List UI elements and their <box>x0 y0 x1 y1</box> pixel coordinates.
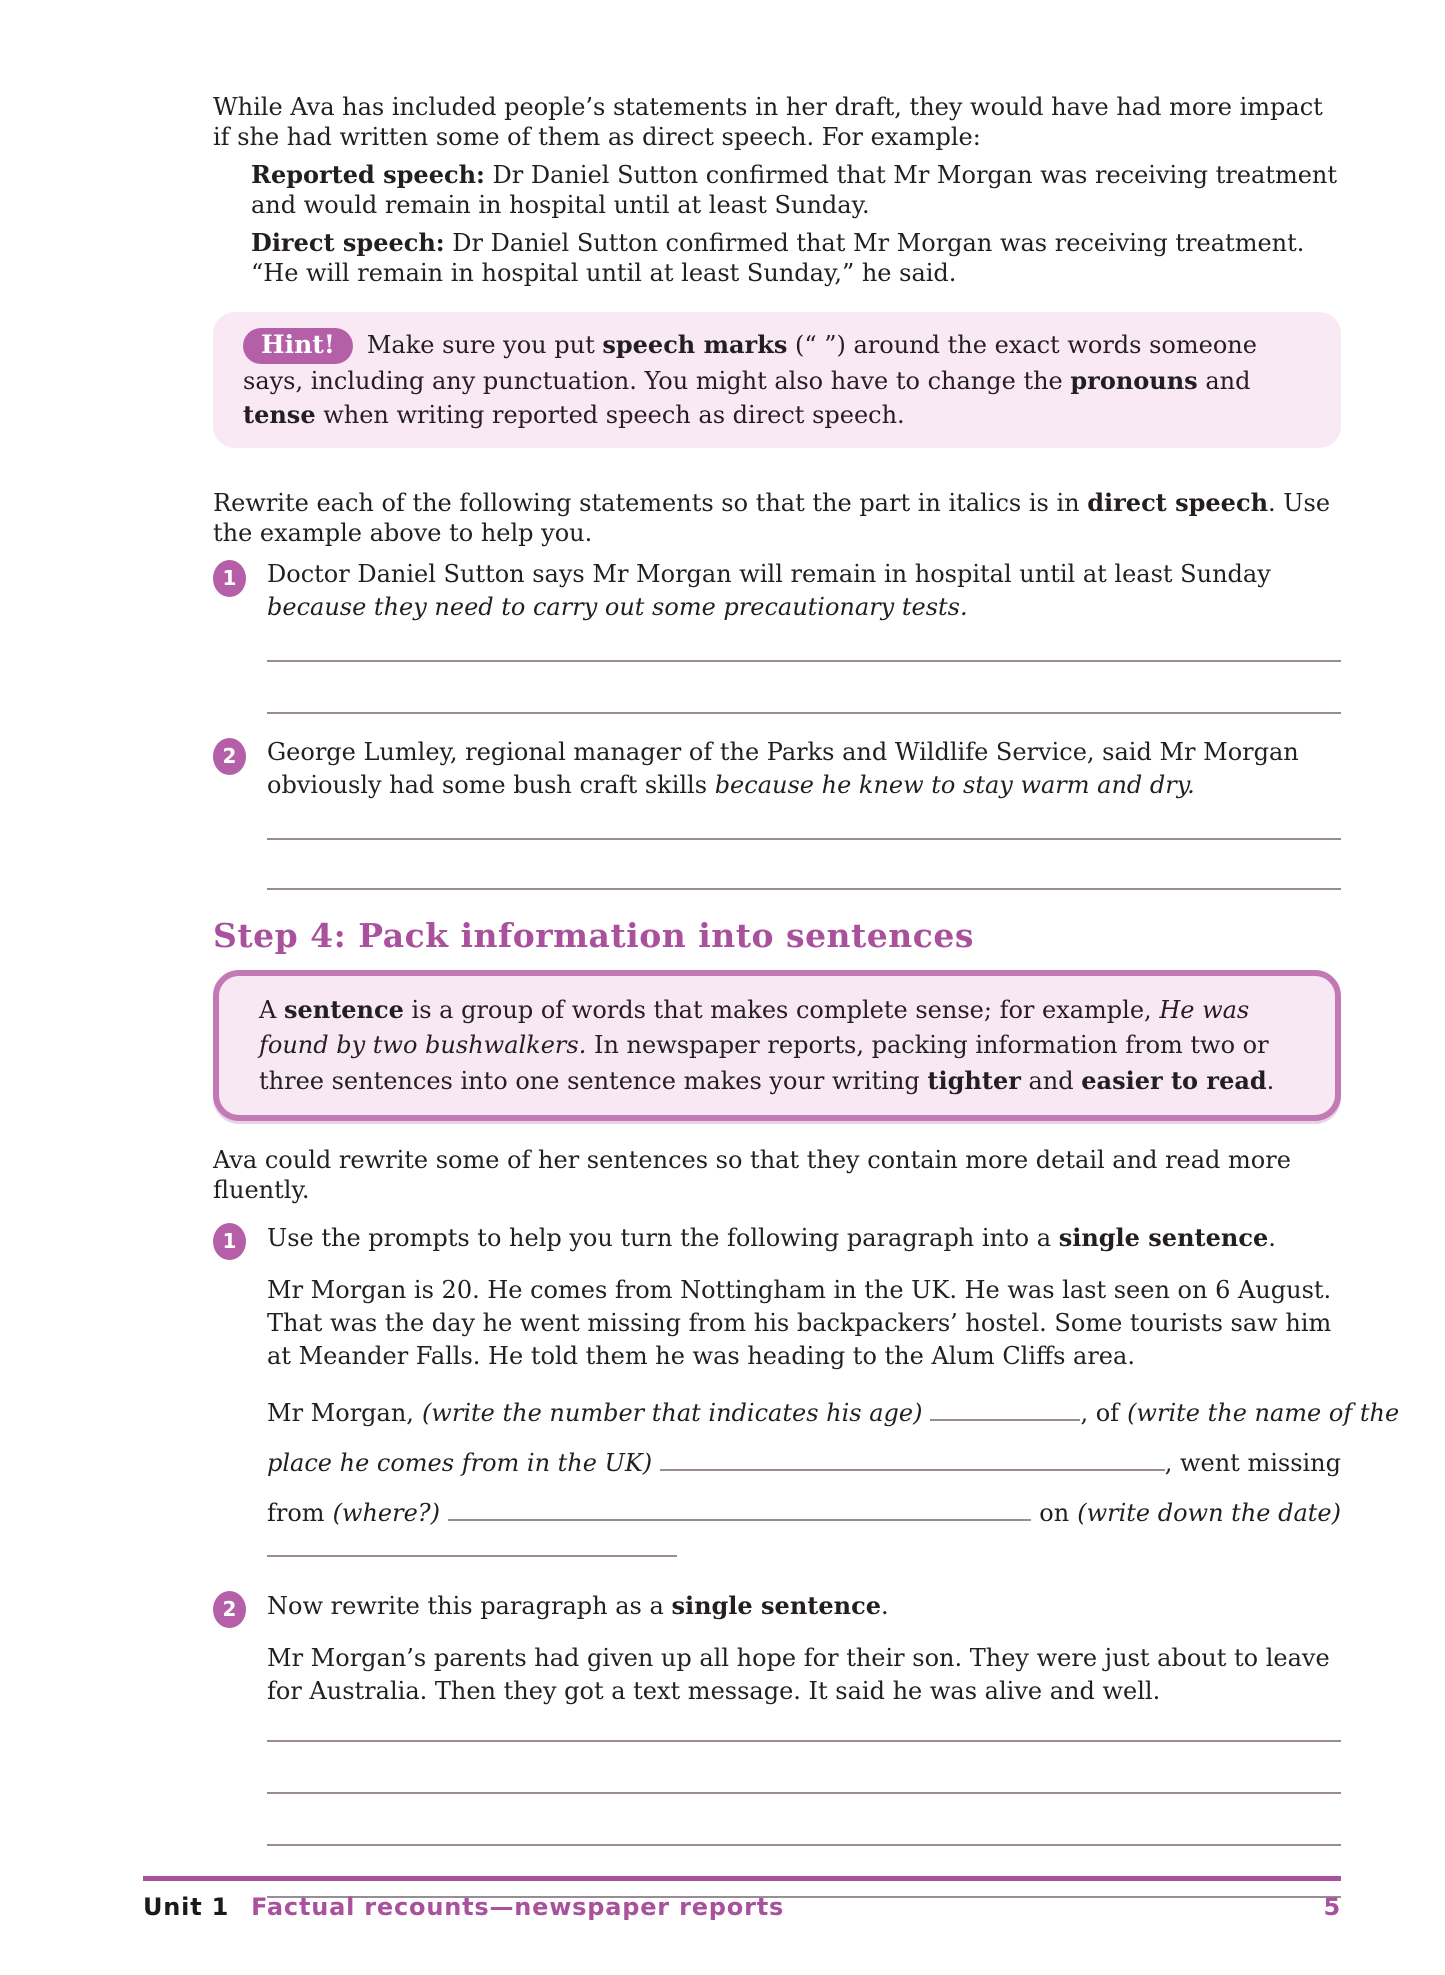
box-text-4: and <box>1020 1067 1082 1095</box>
prompt-blank <box>448 1495 1031 1521</box>
rewrite-text-2: . Use the example above to help you. <box>213 489 1331 547</box>
step4-heading: Step 4: Pack information into sentences <box>213 916 974 955</box>
intro-paragraph <box>213 92 1341 152</box>
exercise2-item-2 <box>213 1589 1341 1628</box>
box-italic-example: He was found by two bushwalkers. <box>259 996 1250 1059</box>
prompt-row-2 <box>267 1445 1341 1495</box>
prompt-row-3 <box>267 1495 1341 1545</box>
item-text <box>267 1221 1341 1260</box>
speech-examples-block <box>251 160 1341 288</box>
box-bold-tighter: tighter <box>927 1066 1021 1095</box>
content-column <box>213 92 1400 1898</box>
item1-statement: Doctor Daniel Sutton says Mr Morgan will remain in hospital until at least Sunday <box>267 560 1271 588</box>
footer-unit-label: Unit 1 <box>143 1893 230 1921</box>
hint-bold-tense: tense <box>243 400 316 429</box>
answer-line <box>267 1740 1341 1742</box>
hint-box <box>213 312 1341 448</box>
item-number-badge: 2 <box>213 738 246 775</box>
prompt-row-1 <box>267 1395 1400 1445</box>
exercise2-item-1 <box>213 1221 1341 1260</box>
prompt3-italic-1: (where?) <box>332 1499 441 1527</box>
ex2-item2-text-1: Now rewrite this paragraph as a <box>267 1592 672 1620</box>
answer-line <box>267 1792 1341 1794</box>
footer-text-row <box>143 1893 1341 1921</box>
reported-speech-example <box>251 160 1341 220</box>
footer-rule <box>143 1876 1341 1881</box>
box-bold-sentence: sentence <box>283 995 404 1024</box>
box-text-1: A <box>259 996 284 1024</box>
answer-line <box>267 838 1341 840</box>
prompt2-text-1: , went missing <box>1164 1449 1341 1477</box>
prompted-sentence-frame <box>267 1395 1400 1545</box>
answer-line <box>267 888 1341 890</box>
direct-speech-text: Dr Daniel Sutton confirmed that Mr Morgan was receiving treatment. “He will remain in hospital until at least Sunday,” he said. <box>251 229 1305 287</box>
reported-speech-label: Reported speech: <box>251 160 485 189</box>
ava-paragraph: Ava could rewrite some of her sentences so that they contain more detail and read more fluently. <box>213 1146 1291 1204</box>
ex2-item2-bold: single sentence <box>671 1591 881 1620</box>
ex2-item1-bold: single sentence <box>1058 1223 1269 1252</box>
ex2-item2-text-2: . <box>880 1592 889 1620</box>
prompt-blank <box>930 1395 1080 1421</box>
source-paragraph-2: Mr Morgan’s parents had given up all hope for their son. They were just about to leave for Australia. Then they got a text message. It said he was alive and well. <box>267 1644 1330 1705</box>
footer-chapter-title: Factual recounts—newspaper reports <box>251 1893 785 1921</box>
item-text <box>267 558 1341 624</box>
ex2-item1-text-2: . <box>1268 1224 1276 1252</box>
reported-speech-text: Dr Daniel Sutton confirmed that Mr Morgan was receiving treatment and would remain in hospital until at least Sunday. <box>251 161 1337 219</box>
sentence-definition-box <box>213 970 1341 1121</box>
intro-text: While Ava has included people’s statements in her draft, they would have had more impact if she had written some of them as direct speech. For example: <box>213 93 1323 151</box>
prompt2-italic-1: place he comes from in the UK) <box>267 1449 653 1477</box>
hint-text-2: (“ ”) around the exact words someone says, including any punctuation. You might also have to change the <box>243 331 1257 395</box>
source-paragraph-1: Mr Morgan is 20. He comes from Nottingham in the UK. He was last seen on 6 August. That was the day he went missing from his backpackers’ hostel. Some tourists saw him at Meander Falls. He told them he was heading to the Alum Cliffs area. <box>267 1276 1332 1370</box>
item-number-badge: 1 <box>213 1223 246 1260</box>
rewrite-text-1: Rewrite each of the following statements so that the part in italics is in <box>213 489 1088 517</box>
hint-text-1: Make sure you put <box>366 331 603 359</box>
hint-text-4: when writing reported speech as direct speech. <box>315 401 905 429</box>
hint-bold-speech-marks: speech marks <box>602 330 788 359</box>
rewrite-instructions <box>213 488 1341 548</box>
direct-speech-example <box>251 228 1341 288</box>
ex2-item1-text-1: Use the prompts to help you turn the following paragraph into a <box>267 1224 1059 1252</box>
prompt1-text-1: Mr Morgan, <box>267 1399 414 1427</box>
exercise1-item-2 <box>213 736 1341 802</box>
direct-speech-label: Direct speech: <box>251 228 445 257</box>
item-text <box>267 736 1341 802</box>
box-text-3: In newspaper reports, packing information from two or three sentences into one sentence makes your writing <box>259 1031 1269 1095</box>
item2-statement: George Lumley, regional manager of the Parks and Wildlife Service, said Mr Morgan obviously had some bush craft skills <box>267 738 1299 799</box>
footer-page-number: 5 <box>1323 1893 1341 1921</box>
prompt1-italic-1: (write the number that indicates his age) <box>421 1399 923 1427</box>
prompt1-text-2: , of <box>1080 1399 1120 1427</box>
box-text-5: . <box>1266 1067 1275 1095</box>
item-number-badge: 1 <box>213 560 246 597</box>
hint-text-3: and <box>1197 367 1251 395</box>
prompt-blank <box>660 1445 1165 1471</box>
answer-line <box>267 660 1341 662</box>
answer-line-short <box>267 1555 677 1557</box>
answer-line <box>267 1844 1341 1846</box>
prompt3-italic-2: (write down the date) <box>1077 1499 1341 1527</box>
prompt3-text-1: from <box>267 1499 325 1527</box>
prompt3-text-2: on <box>1039 1499 1070 1527</box>
hint-badge: Hint! <box>243 328 353 364</box>
item2-italic-part: because he knew to stay warm and dry. <box>714 771 1195 799</box>
prompt1-italic-2: (write the name of the <box>1127 1399 1400 1427</box>
item-text <box>267 1589 1341 1628</box>
hint-bold-pronouns: pronouns <box>1070 366 1198 395</box>
answer-line <box>267 712 1341 714</box>
item1-italic-part: because they need to carry out some precautionary tests. <box>267 593 968 621</box>
exercise1-item-1 <box>213 558 1341 624</box>
box-bold-easier: easier to read <box>1081 1066 1267 1095</box>
rewrite-bold-direct-speech: direct speech <box>1087 488 1269 517</box>
page-footer <box>143 1876 1341 1921</box>
item-number-badge: 2 <box>213 1591 246 1628</box>
box-text-2: is a group of words that makes complete sense; for example, <box>403 996 1160 1024</box>
final-answer-lines <box>213 1740 1341 1898</box>
